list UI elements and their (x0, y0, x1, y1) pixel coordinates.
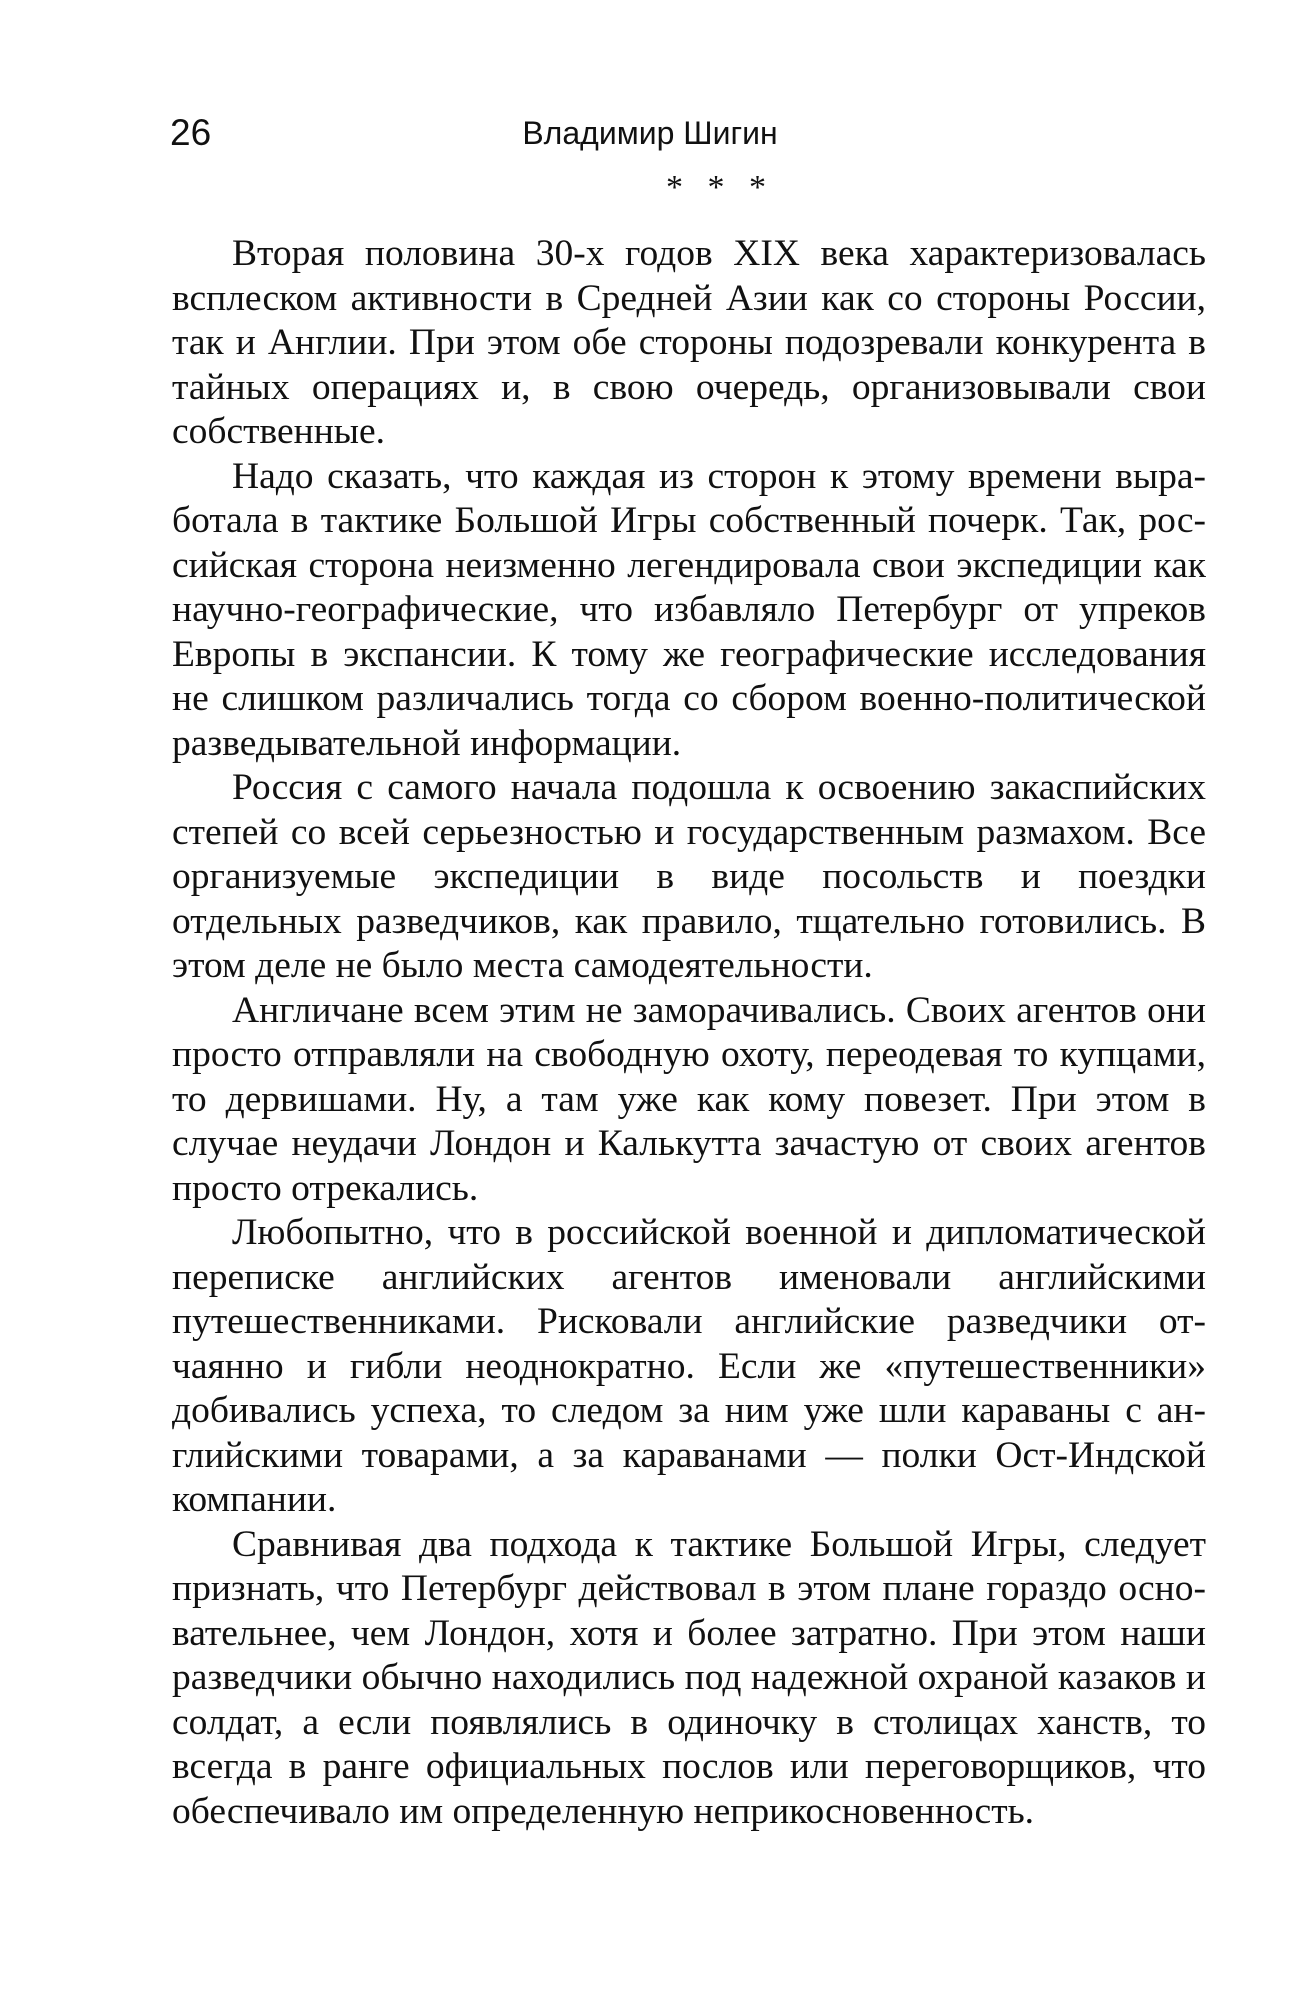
paragraph: Россия с самого начала подошла к освоению закаспийских степей со всей серьезностью и государственным размахом. Все организуемые экспедиции в виде посольств и поездки отдельных разведчиков, как правило, тщательно готовились. В этом деле не было места самодеятельности. (172, 767, 1206, 986)
paragraph: Надо сказать, что каждая из сторон к этому времени выработала в тактике Большой Игры собственный почерк. Так, российская сторона неизменно легендировала свои экспедиции как научно-географические, что избавляло Петербург от упреков Европы в экспансии. К тому же географические исследования не слишком различались тогда со сбором военно-политической разведывательной информации. (172, 455, 1206, 764)
page-number: 26 (170, 112, 212, 153)
section-separator: * * * (666, 169, 774, 206)
paragraph: Любопытно, что в российской военной и дипломатической переписке английских агентов именовали английскими путешественниками. Рисковали английские разведчики отчаянно и гибли неоднократно. Если же «путешественники» добивались успеха, то следом за ним уже шли караваны с английскими товарами, а за караванами — полки Ост-Индской компании. (172, 1212, 1206, 1520)
running-head (170, 108, 1130, 158)
paragraph: Англичане всем этим не заморачивались. Своих агентов они просто отправляли на свободную охоту, переодевая то купцами, то дервишами. Ну, а там уже как кому повезет. При этом в случае неудачи Лондон и Калькутта зачастую от своих агентов просто отрекались. (172, 989, 1206, 1209)
paragraph: Вторая половина 30-х годов XIX века характеризовалась всплеском активности в Средней Азии как со стороны России, так и Англии. При этом обе стороны подозревали конкурента в тайных операциях и, в свою очередь, организовывали свои собственные. (172, 233, 1206, 452)
running-title: Владимир Шигин (522, 115, 778, 151)
paragraph: Сравнивая два подхода к тактике Большой Игры, следует признать, что Петербург действовал в этом плане гораздо основательнее, чем Лондон, хотя и более затратно. При этом наши разведчики обычно находились под надежной охраной казаков и солдат, а если появлялись в одиночку в столицах ханств, то всегда в ранге официальных послов или переговорщиков, что обеспечивало им определенную неприкосновенность. (172, 1523, 1206, 1832)
body-text (172, 232, 1206, 1834)
